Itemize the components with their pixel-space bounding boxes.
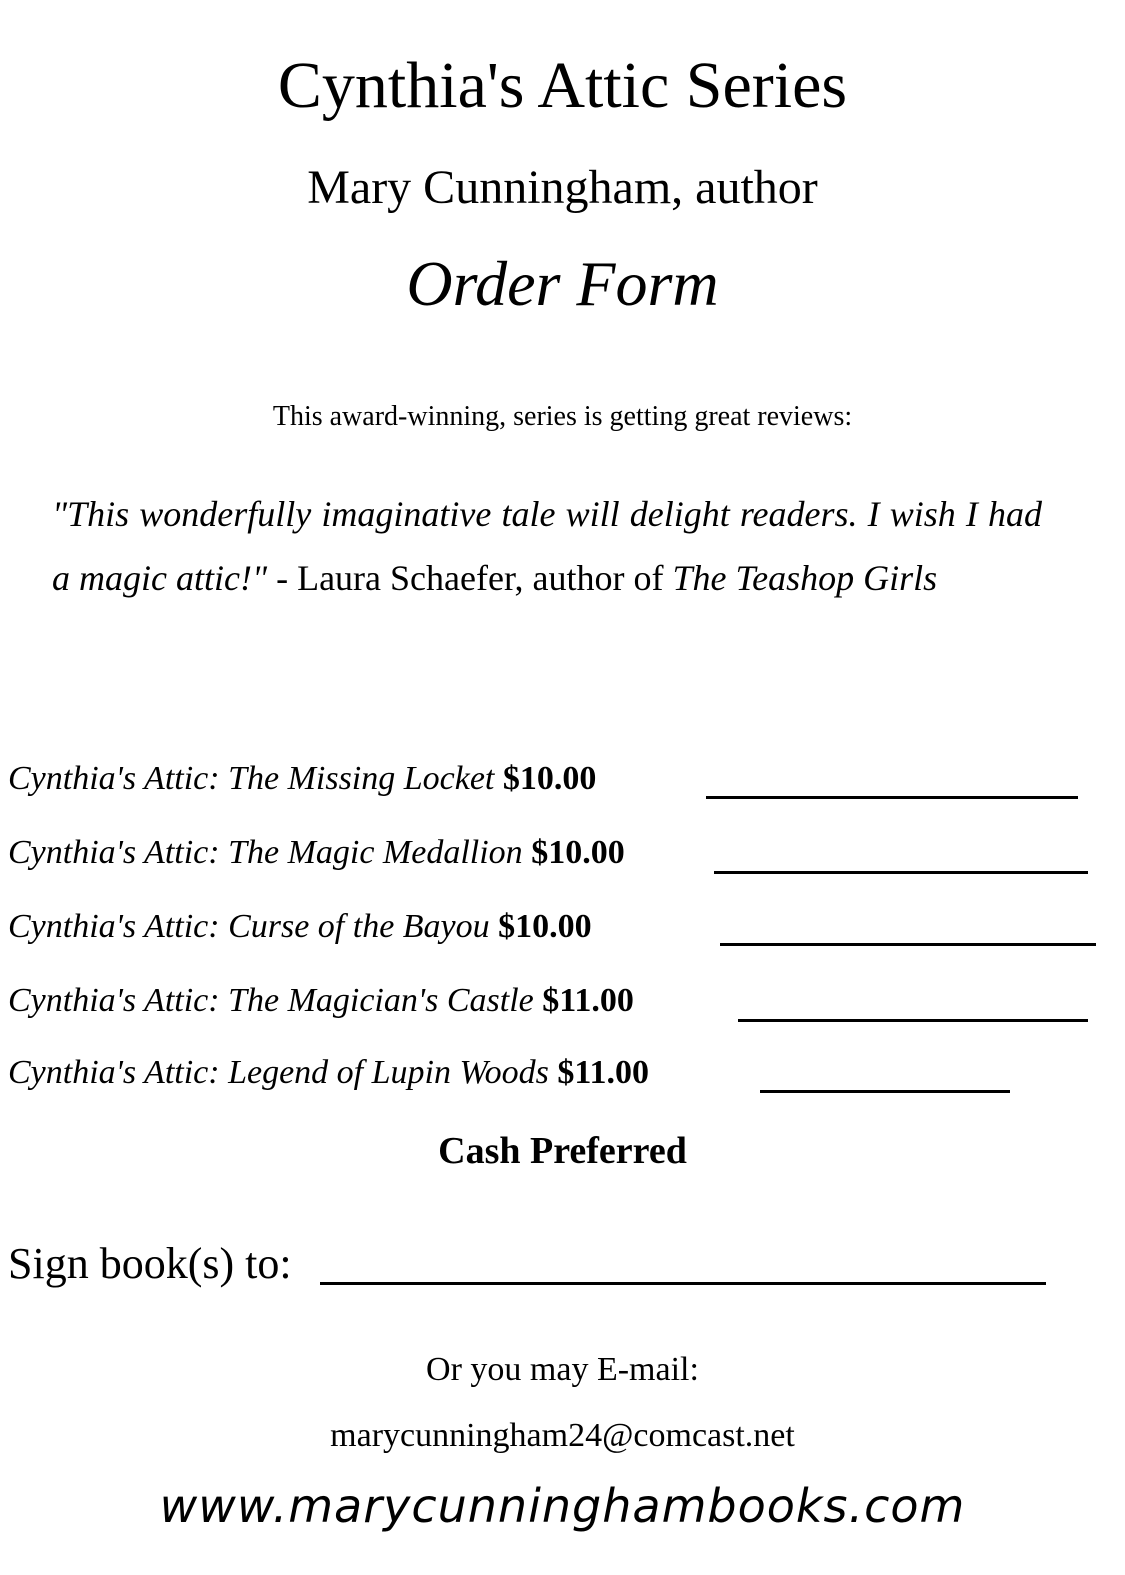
sign-label: Sign book(s) to: [8, 1239, 292, 1288]
book-name: Cynthia's Attic: The Missing Locket [8, 760, 495, 797]
book-price: $10.00 [498, 908, 592, 945]
website-url[interactable]: www.marycunninghambooks.com [159, 1479, 966, 1533]
quantity-blank[interactable] [706, 796, 1078, 799]
quantity-blank[interactable] [738, 1019, 1088, 1022]
order-row [8, 978, 634, 1024]
page-title: Cynthia's Attic Series [277, 49, 848, 122]
author-line: Mary Cunningham, author [307, 161, 818, 214]
quote-separator: - [267, 558, 298, 598]
order-row [8, 756, 596, 802]
quote-text: "This wonderfully imaginative tale will delight readers. I wish I had a magic attic!" [52, 494, 1042, 598]
quote-book-title: The Teashop Girls [672, 558, 938, 598]
payment-note: Cash Preferred [438, 1130, 687, 1172]
book-price: $11.00 [557, 1054, 650, 1091]
quote-attribution: Laura Schaefer, author of [297, 558, 673, 598]
book-price: $10.00 [531, 834, 625, 871]
book-price: $10.00 [502, 760, 597, 797]
book-price: $11.00 [542, 982, 634, 1019]
email-prompt: Or you may E-mail: [426, 1351, 699, 1388]
order-row [8, 830, 625, 876]
book-name: Cynthia's Attic: The Magician's Castle [8, 982, 534, 1019]
sign-to-blank[interactable] [320, 1282, 1046, 1285]
reviews-intro: This award-winning, series is getting great reviews: [272, 401, 853, 432]
quantity-blank[interactable] [714, 871, 1088, 874]
review-quote [52, 482, 1042, 610]
form-title: Order Form [406, 248, 719, 319]
quantity-blank[interactable] [760, 1090, 1010, 1093]
book-name: Cynthia's Attic: Curse of the Bayou [8, 908, 490, 945]
book-name: Cynthia's Attic: The Magic Medallion [8, 834, 523, 871]
order-row [8, 1050, 649, 1096]
quantity-blank[interactable] [720, 943, 1096, 946]
book-name: Cynthia's Attic: Legend of Lupin Woods [8, 1054, 549, 1091]
order-row [8, 904, 592, 950]
email-address[interactable]: marycunningham24@comcast.net [330, 1417, 795, 1454]
